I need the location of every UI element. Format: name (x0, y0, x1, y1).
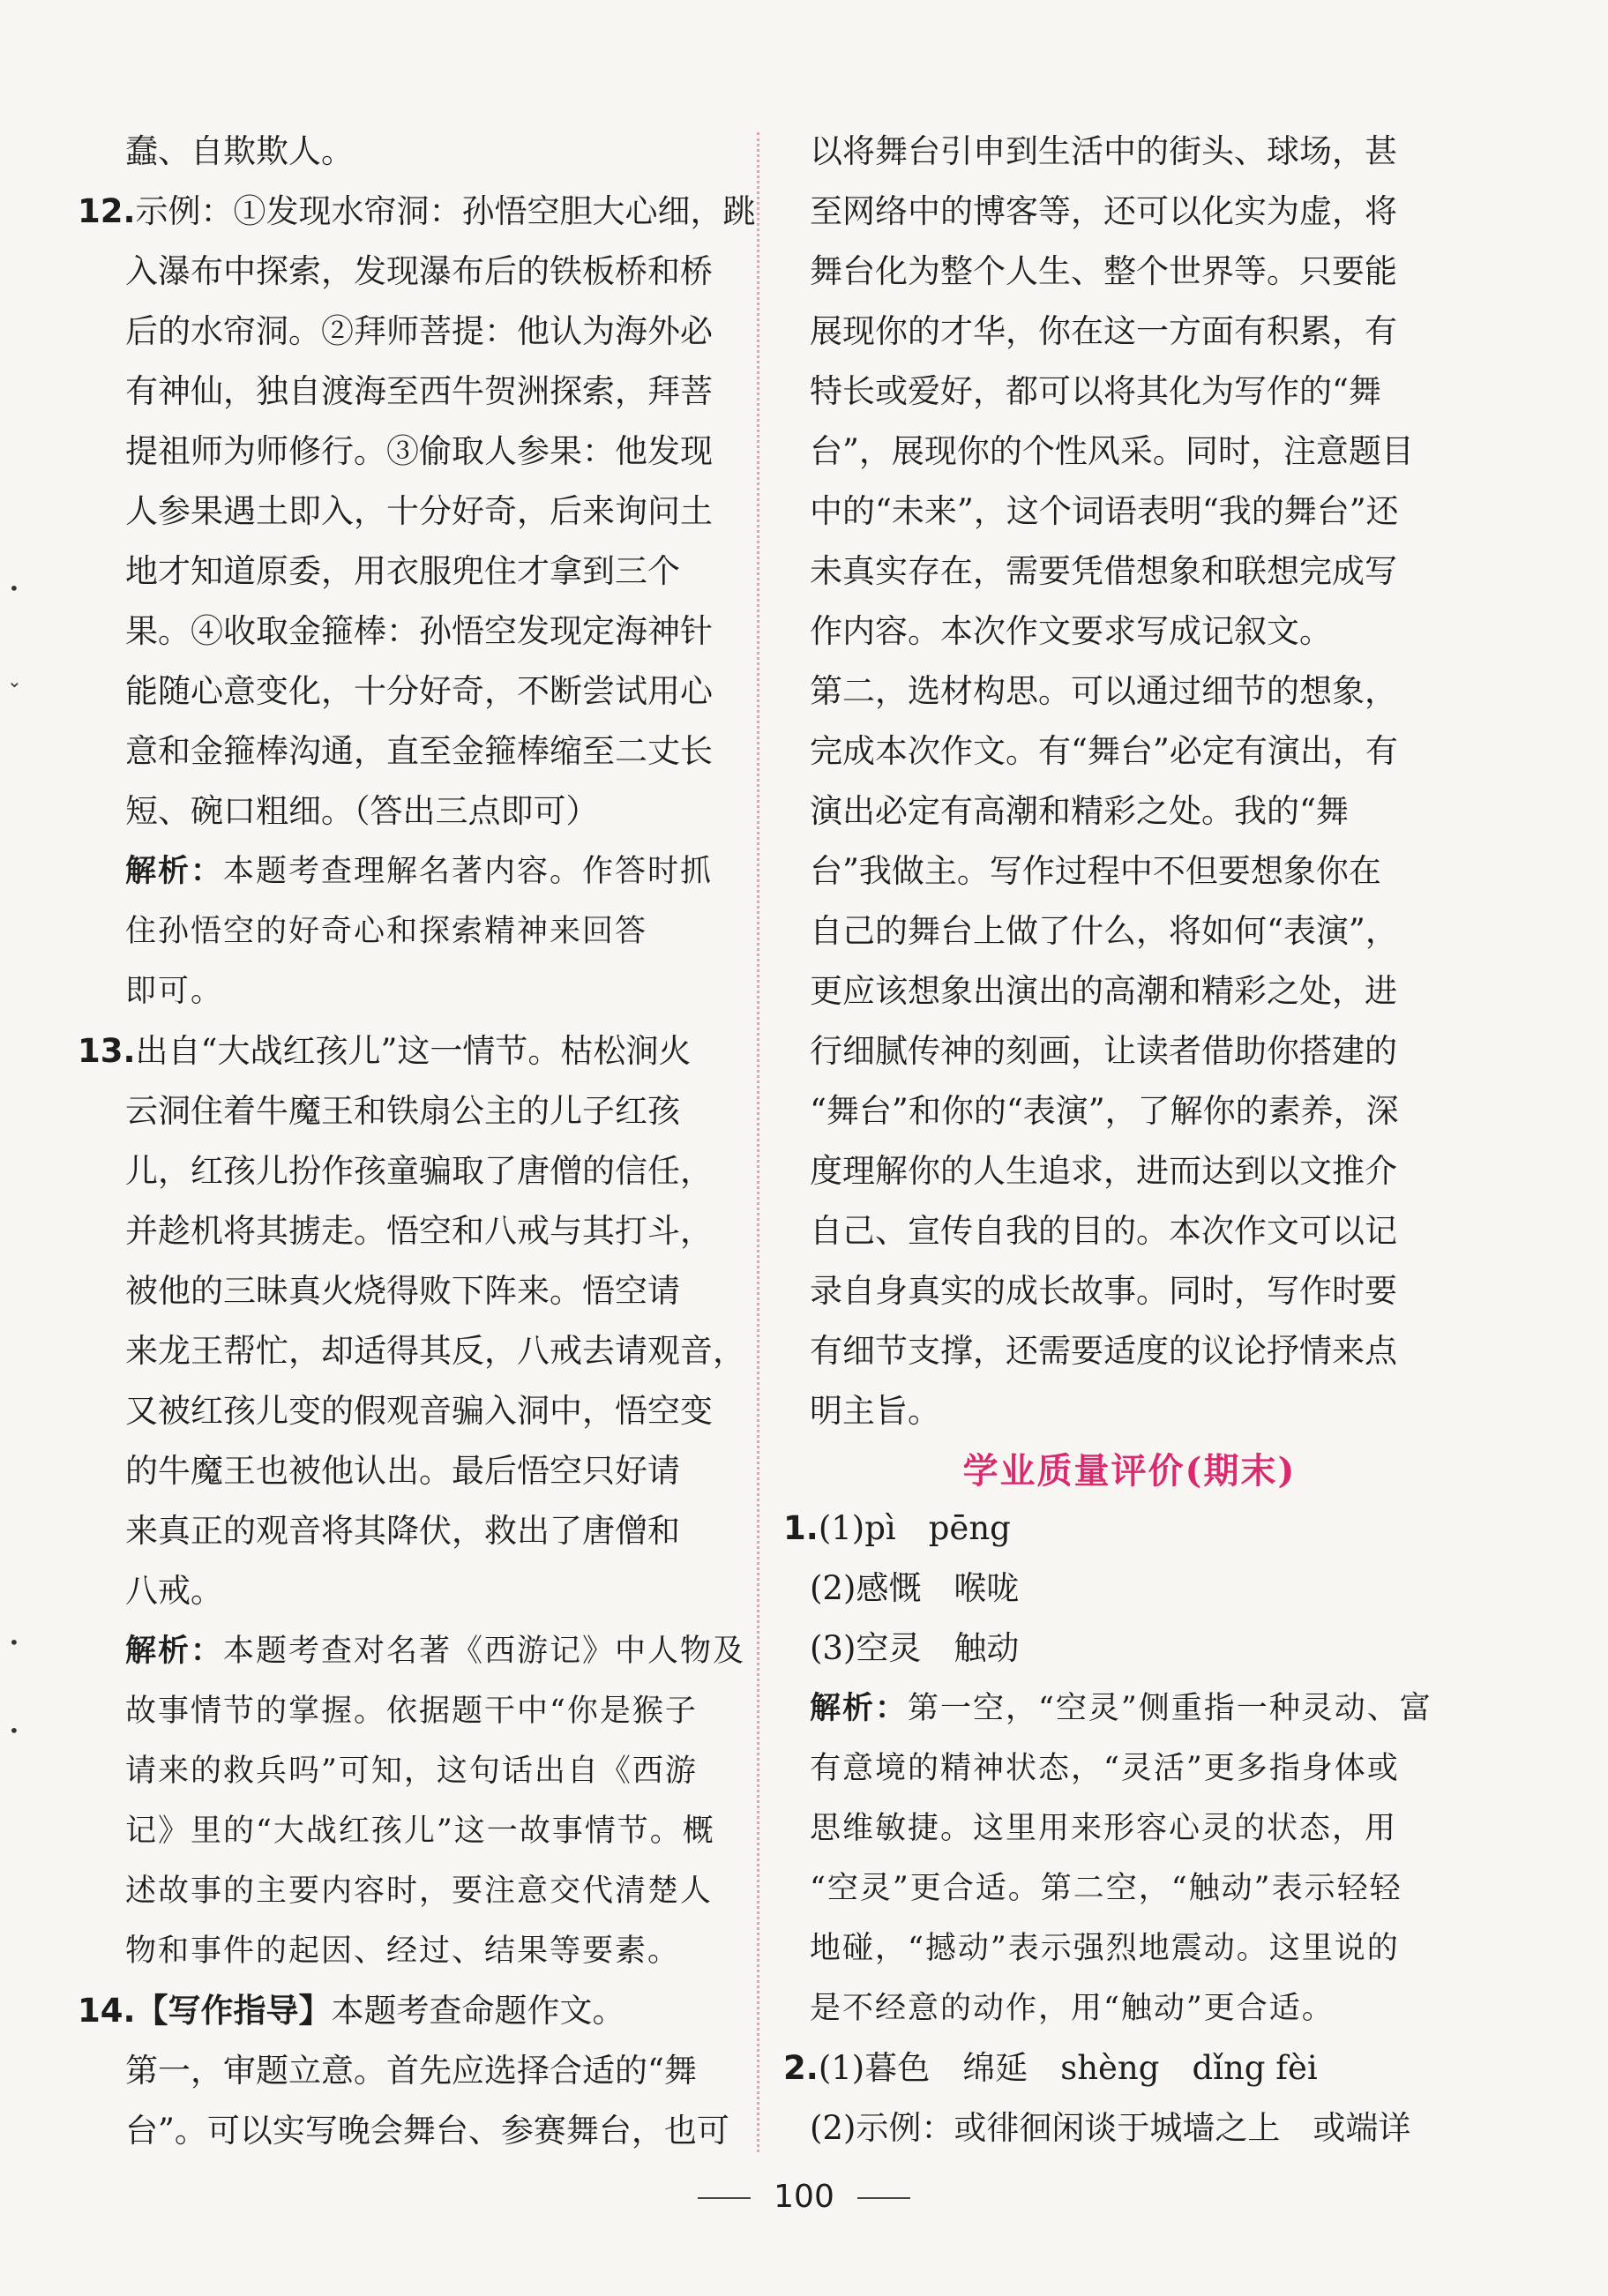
text-line: 提祖师为师修行。③偷取人参果：他发现 (125, 432, 713, 470)
text-line: 八戒。 (125, 1572, 223, 1610)
column-divider (757, 132, 759, 2152)
text-line: 云洞住着牛魔王和铁扇公主的儿子红孩 (125, 1092, 680, 1130)
text-line: 并趁机将其掳走。悟空和八戒与其打斗， (125, 1212, 713, 1250)
analysis-line: 记》里的“大战红孩儿”这一故事情节。概 (125, 1814, 715, 1849)
text-line: 人参果遇土即入，十分好奇，后来询问土 (125, 492, 713, 530)
text-line: 录自身真实的成长故事。同时，写作时要 (810, 1272, 1397, 1310)
text-line: 来龙王帮忙，却适得其反，八戒去请观音， (125, 1332, 745, 1370)
text-line: 作内容。本次作文要求写成记叙文。 (810, 612, 1332, 650)
analysis-line: 解析：本题考查对名著《西游记》中人物及 (125, 1634, 746, 1669)
text-line: 台”我做主。写作过程中不但要想象你在 (810, 852, 1381, 890)
text-line: 台”。可以实写晚会舞台、参赛舞台，也可 (125, 2112, 729, 2150)
text-line: 入瀑布中探索，发现瀑布后的铁板桥和桥 (125, 252, 713, 290)
analysis-line: 物和事件的起因、经过、结果等要素。 (125, 1933, 681, 1969)
page-number: 100 (774, 2179, 834, 2215)
section-title: 学业质量评价(期末) (962, 1450, 1297, 1492)
text-line: 果。④收取金箍棒：孙悟空发现定海神针 (125, 612, 713, 650)
q14-first-line: 14.【写作指导】本题考查命题作文。 (78, 1992, 625, 2030)
text-line: 被他的三昧真火烧得败下阵来。悟空请 (125, 1272, 680, 1310)
margin-mark: ⌄ (7, 670, 22, 692)
left-column (78, 122, 756, 2161)
analysis-line: 即可。 (125, 974, 224, 1009)
text-line: 行细腻传神的刻画，让读者借助你搭建的 (810, 1032, 1397, 1070)
answer-line: (2)示例：或徘徊闲谈于城墙之上 或端详 (810, 2109, 1411, 2147)
text-line: 能随心意变化，十分好奇，不断尝试用心 (125, 672, 713, 710)
text-line: 后的水帘洞。②拜师菩提：他认为海外必 (125, 312, 713, 350)
analysis-line: “空灵”更合适。第二空，“触动”表示轻轻 (810, 1871, 1402, 1906)
analysis-line: 述故事的主要内容时，要注意交代清楚人 (125, 1873, 714, 1909)
question-number: 13. (78, 1032, 136, 1070)
text-line: 蠢、自欺欺人。 (125, 132, 354, 170)
answer-line: (2)感慨 喉咙 (810, 1569, 1020, 1607)
text-line: 第一，审题立意。首先应选择合适的“舞 (125, 2052, 697, 2090)
text-line: 以将舞台引申到生活中的街头、球场，甚 (810, 132, 1397, 170)
right-column (783, 122, 1449, 2158)
q12-first-line: 12.示例：①发现水帘洞：孙悟空胆大心细，跳 (78, 192, 756, 230)
analysis-line: 地碰，“撼动”表示强烈地震动。这里说的 (810, 1931, 1400, 1966)
footer-rule (698, 2197, 751, 2199)
analysis-label: 解析： (125, 1634, 224, 1669)
text-line: 有神仙，独自渡海至西牛贺洲探索，拜菩 (125, 372, 713, 410)
text-line: 展现你的才华，你在这一方面有积累，有 (810, 312, 1397, 350)
analysis-line: 是不经意的动作，用“触动”更合适。 (810, 1991, 1335, 2026)
question-number: 2. (783, 2049, 819, 2087)
margin-mark: • (9, 1632, 19, 1653)
text-line: 演出必定有高潮和精彩之处。我的“舞 (810, 792, 1349, 830)
text-line: 未真实存在，需要凭借想象和联想完成写 (810, 552, 1397, 590)
text-line: 更应该想象出演出的高潮和精彩之处，进 (810, 972, 1397, 1010)
question-number: 14. (78, 1992, 136, 2030)
answer-line: (3)空灵 触动 (810, 1629, 1020, 1667)
text-line: 特长或爱好，都可以将其化为写作的“舞 (810, 372, 1381, 410)
footer-rule (857, 2197, 910, 2199)
analysis-line: 请来的救兵吗”可知，这句话出自《西游 (125, 1754, 698, 1789)
text-line: 地才知道原委，用衣服兜住才拿到三个 (125, 552, 680, 590)
analysis-line: 解析：第一空，“空灵”侧重指一种灵动、富 (810, 1691, 1432, 1726)
text-line: 度理解你的人生追求，进而达到以文推介 (810, 1152, 1397, 1190)
text-line: 又被红孩儿变的假观音骗入洞中，悟空变 (125, 1392, 713, 1430)
text-line: 第二，选材构思。可以通过细节的想象， (810, 672, 1397, 710)
margin-mark: • (9, 1720, 19, 1741)
analysis-line: 思维敏捷。这里用来形容心灵的状态，用 (810, 1811, 1398, 1846)
page-footer (0, 2179, 1608, 2215)
text-line: 自己、宣传自我的目的。本次作文可以记 (810, 1212, 1397, 1250)
text-line: 中的“未来”，这个词语表明“我的舞台”还 (810, 492, 1399, 530)
text-line: 儿，红孩儿扮作孩童骗取了唐僧的信任， (125, 1152, 713, 1190)
writing-guide-tag: 【写作指导】 (135, 1992, 332, 2030)
text-line: 的牛魔王也被他认出。最后悟空只好请 (125, 1452, 680, 1490)
text-line: 来真正的观音将其降伏，救出了唐僧和 (125, 1512, 680, 1550)
q2-first-line: 2.(1)暮色 绵延 shèng dǐng fèi (783, 2049, 1318, 2087)
analysis-line: 住孙悟空的好奇心和探索精神来回答 (125, 914, 648, 949)
analysis-label: 解析： (810, 1691, 909, 1726)
text-line: 明主旨。 (810, 1392, 940, 1430)
text-line: 至网络中的博客等，还可以化实为虚，将 (810, 192, 1397, 230)
text-line: 完成本次作文。有“舞台”必定有演出，有 (810, 732, 1398, 770)
analysis-line: 解析：本题考查理解名著内容。作答时抓 (125, 854, 714, 889)
margin-mark: • (9, 578, 19, 599)
question-number: 1. (783, 1509, 819, 1547)
text-line: 有细节支撑，还需要适度的议论抒情来点 (810, 1332, 1397, 1370)
text-line: 舞台化为整个人生、整个世界等。只要能 (810, 252, 1397, 290)
q1-first-line: 1.(1)pì pēng (783, 1509, 1011, 1547)
q13-first-line: 13.出自“大战红孩儿”这一情节。枯松涧火 (78, 1032, 692, 1070)
analysis-line: 故事情节的掌握。依据题干中“你是猴子 (125, 1694, 698, 1729)
text-line: “舞台”和你的“表演”，了解你的素养，深 (810, 1092, 1399, 1130)
analysis-line: 有意境的精神状态，“灵活”更多指身体或 (810, 1751, 1400, 1786)
question-number: 12. (78, 192, 136, 230)
text-line: 台”，展现你的个性风采。同时，注意题目 (810, 432, 1414, 470)
text-line: 短、碗口粗细。（答出三点即可） (125, 792, 599, 830)
text-line: 意和金箍棒沟通，直至金箍棒缩至二丈长 (125, 732, 713, 770)
text-line: 自己的舞台上做了什么，将如何“表演”， (810, 912, 1398, 950)
analysis-label: 解析： (125, 854, 224, 889)
